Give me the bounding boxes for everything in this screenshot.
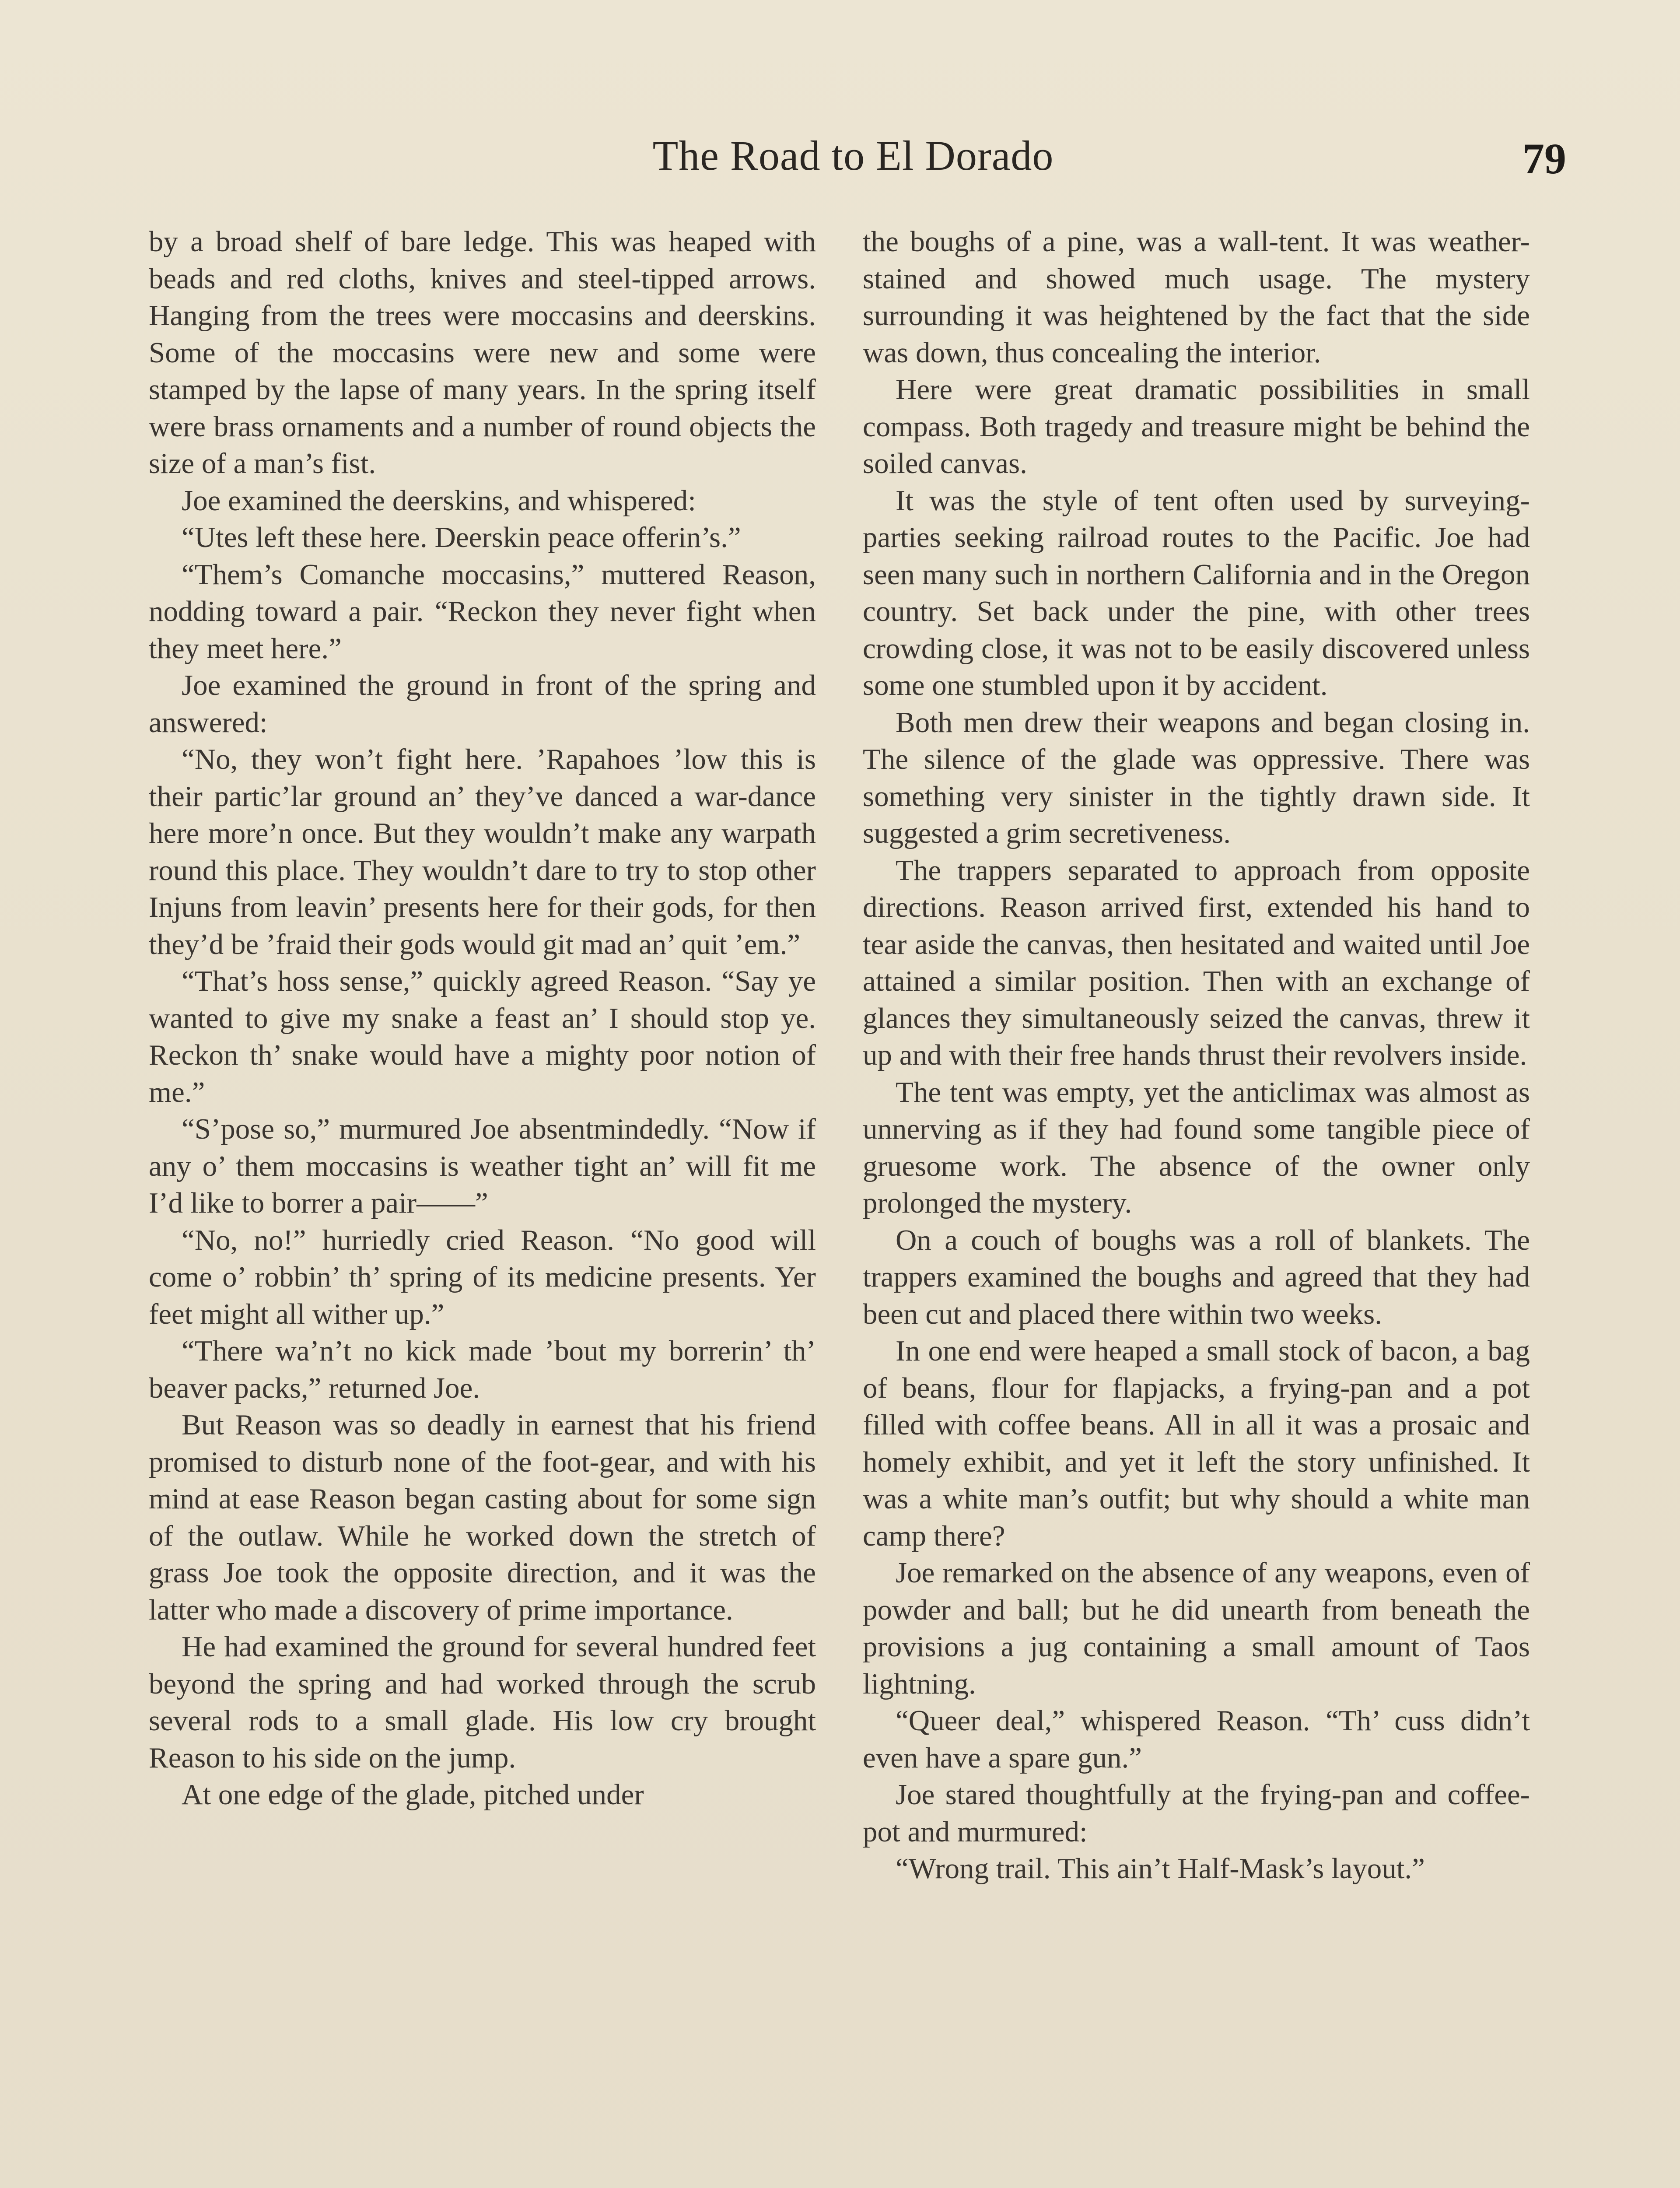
paragraph: “There wa’n’t no kick made ’bout my borrerin’ th’ beaver packs,” returned Joe. (149, 1335, 816, 1404)
paragraph: “S’pose so,” murmured Joe absentmindedly. “Now if any o’ them moccasins is weather tight an’ will fit me I’d like to borrer a pair——” (149, 1113, 816, 1219)
paragraph: Joe examined the ground in front of the spring and answered: (149, 669, 816, 739)
paragraph: “Utes left these here. Deerskin peace offerin’s.” (182, 521, 741, 554)
paragraph: It was the style of tent often used by surveying-parties seeking railroad routes to the Pacific. Joe had seen many such in northern California and in the Oregon country. Set back under the pine, with other trees crowding close, it was not to be easily discovered unless some one stumbled upon it by accident. (863, 484, 1530, 701)
paragraph: The tent was empty, yet the anticlimax was almost as unnerving as if they had found some tangible piece of gruesome work. The absence of the owner only prolonged the mystery. (863, 1076, 1530, 1219)
paragraph: But Reason was so deadly in earnest that his friend promised to disturb none of the foot-gear, and with his mind at ease Reason began casting about for some sign of the outlaw. While he worked down the stretch of grass Joe took the opposite direction, and it was the latter who made a discovery of prime importance. (149, 1409, 816, 1626)
paragraph: “No, no!” hurriedly cried Reason. “No good will come o’ robbin’ th’ spring of its medicine presents. Yer feet might all wither up.” (149, 1224, 816, 1330)
paragraph: “Them’s Comanche moccasins,” muttered Reason, nodding toward a pair. “Reckon they never fight when they meet here.” (149, 558, 816, 665)
paragraph: He had examined the ground for several hundred feet beyond the spring and had worked through the scrub several rods to a small glade. His low cry brought Reason to his side on the jump. (149, 1630, 816, 1774)
running-title: The Road to El Dorado (652, 132, 1054, 179)
paragraph: Joe examined the deerskins, and whispered: (182, 484, 696, 517)
paragraph: The trappers separated to approach from opposite directions. Reason arrived first, extended his hand to tear aside the canvas, then hesitated and waited until Joe attained a similar position. Then with an exchange of glances they simultaneously seized the canvas, threw it up and with their free hands thrust their revolvers inside. (863, 854, 1530, 1071)
paragraph: Joe remarked on the absence of any weapons, even of powder and ball; but he did unearth from beneath the provisions a jug containing a small amount of Taos lightning. (863, 1557, 1530, 1700)
page-number: 79 (1522, 134, 1566, 183)
left-column (149, 223, 816, 2188)
paragraph: by a broad shelf of bare ledge. This was heaped with beads and red cloths, knives and steel-tipped arrows. Hanging from the trees were moccasins and deerskins. Some of the moccasins were new and some were stamped by the lapse of many years. In the spring itself were brass ornaments and a number of round objects the size of a man’s fist. (149, 225, 816, 480)
paragraph: the boughs of a pine, was a wall-tent. It was weather-stained and showed much usage. The mystery surrounding it was heightened by the fact that the side was down, thus concealing the interior. (863, 225, 1530, 369)
paragraph: At one edge of the glade, pitched under (182, 1778, 644, 1811)
paragraph: Here were great dramatic possibilities in small compass. Both tragedy and treasure might be behind the soiled canvas. (863, 373, 1530, 480)
paragraph: In one end were heaped a small stock of bacon, a bag of beans, flour for flapjacks, a frying-pan and a pot filled with coffee beans. All in all it was a prosaic and homely exhibit, and yet it left the story unfinished. It was a white man’s outfit; but why should a white man camp there? (863, 1335, 1530, 1552)
paragraph: Joe stared thoughtfully at the frying-pan and coffee-pot and murmured: (863, 1778, 1530, 1848)
paragraph: “Queer deal,” whispered Reason. “Th’ cuss didn’t even have a spare gun.” (863, 1704, 1530, 1774)
paragraph: “No, they won’t fight here. ’Rapahoes ’low this is their partic’lar ground an’ they’ve danced a war-dance here more’n once. But they wouldn’t make any warpath round this place. They wouldn’t dare to try to stop other Injuns from leavin’ presents here for their gods, for then they’d be ’fraid their gods would git mad an’ quit ’em.” (149, 743, 816, 961)
paragraph: On a couch of boughs was a roll of blankets. The trappers examined the boughs and agreed that they had been cut and placed there within two weeks. (863, 1224, 1530, 1330)
paragraph: “That’s hoss sense,” quickly agreed Reason. “Say ye wanted to give my snake a feast an’ I should stop ye. Reckon th’ snake would have a mighty poor notion of me.” (149, 965, 816, 1108)
right-column (863, 223, 1530, 2188)
paragraph: Both men drew their weapons and began closing in. The silence of the glade was oppressive. There was something very sinister in the tightly drawn side. It suggested a grim secretiveness. (863, 706, 1530, 849)
paragraph: “Wrong trail. This ain’t Half-Mask’s layout.” (896, 1852, 1425, 1885)
